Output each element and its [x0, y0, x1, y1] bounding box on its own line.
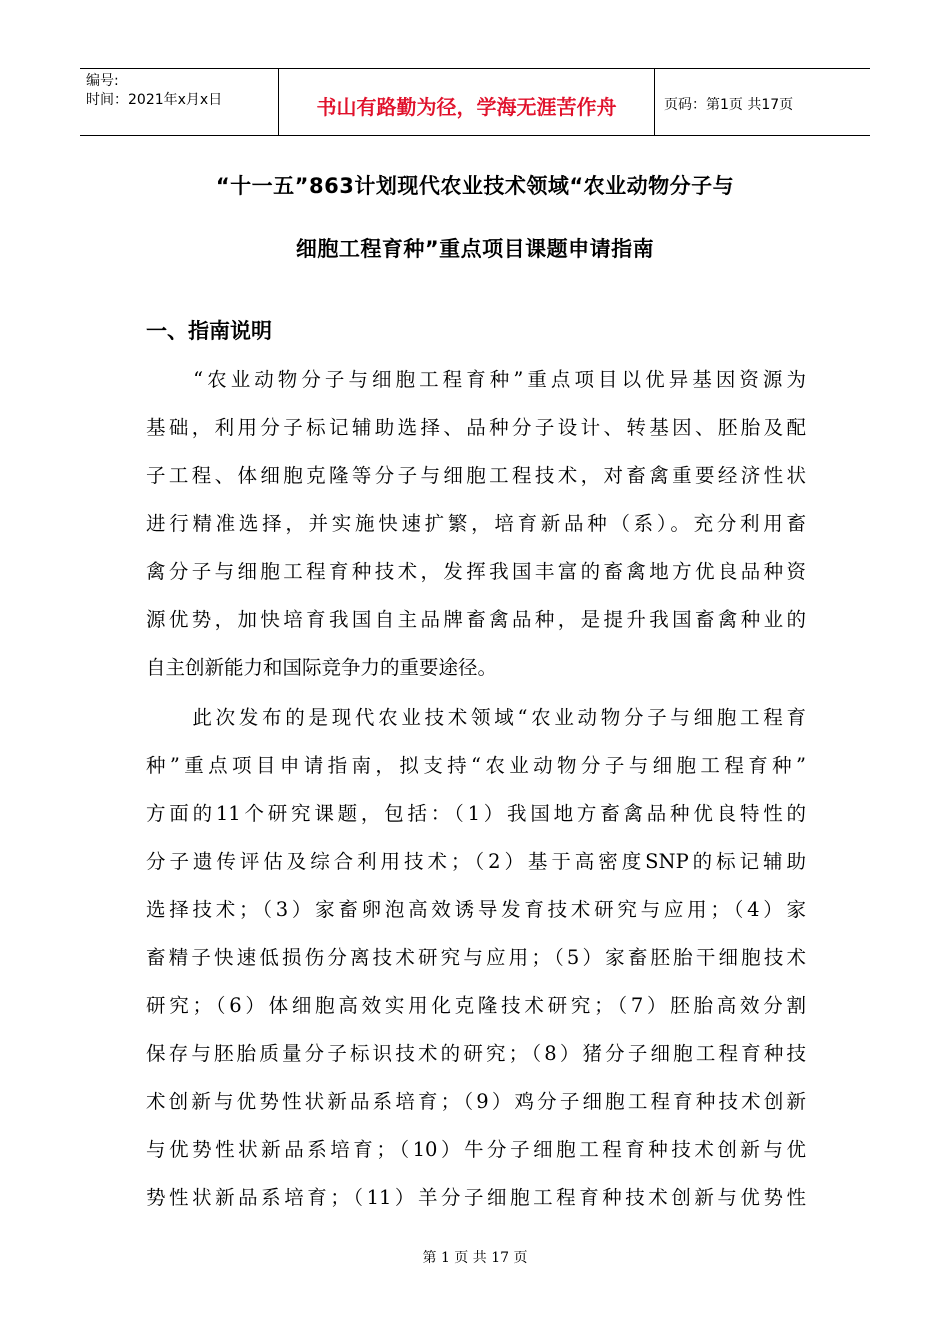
paragraph-2-line: 术创新与优势性状新品系培育；（9）鸡分子细胞工程育种技术创新	[146, 1090, 806, 1113]
header-page-info: 页码：第1页 共17页	[664, 97, 794, 113]
paragraph-2-line: 选择技术；（3）家畜卵泡高效诱导发育技术研究与应用；（4）家	[146, 898, 806, 921]
paragraph-2-line: 与优势性状新品系培育；（10）牛分子细胞工程育种技术创新与优	[146, 1138, 806, 1161]
document-time-label: 时间：2021年x月x日	[86, 92, 223, 108]
paragraph-1-line: 进行精准选择，并实施快速扩繁，培育新品种（系）。充分利用畜	[146, 512, 806, 535]
paragraph-2-line: 种”重点项目申请指南，拟支持“农业动物分子与细胞工程育种”	[146, 754, 806, 777]
header-motto: 书山有路勤为径，学海无涯苦作舟	[279, 69, 655, 135]
paragraph-2-line: 此次发布的是现代农业技术领域“农业动物分子与细胞工程育	[146, 706, 806, 729]
paragraph-1-line: 源优势，加快培育我国自主品牌畜禽品种，是提升我国畜禽种业的	[146, 608, 806, 631]
section-heading: 一、指南说明	[146, 319, 272, 343]
paragraph-2-line: 势性状新品系培育；（11）羊分子细胞工程育种技术创新与优势性	[146, 1186, 806, 1209]
paragraph-1-line: “农业动物分子与细胞工程育种”重点项目以优异基因资源为	[146, 368, 806, 391]
paragraph-1-line: 子工程、体细胞克隆等分子与细胞工程技术，对畜禽重要经济性状	[146, 464, 806, 487]
paragraph-2-line: 保存与胚胎质量分子标识技术的研究；（8）猪分子细胞工程育种技	[146, 1042, 806, 1065]
paragraph-2-line: 分子遗传评估及综合利用技术；（2）基于高密度SNP的标记辅助	[146, 850, 806, 873]
paragraph-1-line: 自主创新能力和国际竞争力的重要途径。	[146, 656, 498, 679]
paragraph-1-line: 基础，利用分子标记辅助选择、品种分子设计、转基因、胚胎及配	[146, 416, 806, 439]
header-meta-cell	[80, 69, 279, 135]
document-title-line-2: 细胞工程育种”重点项目课题申请指南	[295, 237, 655, 261]
paragraph-2-line: 畜精子快速低损伤分离技术研究与应用；（5）家畜胚胎干细胞技术	[146, 946, 806, 969]
document-title-line-1: “十一五”863计划现代农业技术领域“农业动物分子与	[215, 174, 735, 198]
paragraph-2-line: 方面的11个研究课题，包括：（1）我国地方畜禽品种优良特性的	[146, 802, 806, 825]
document-number-label: 编号:	[86, 73, 119, 89]
page-header-table	[80, 68, 870, 136]
page-footer: 第 1 页 共 17 页	[422, 1250, 528, 1266]
paragraph-2-line: 研究；（6）体细胞高效实用化克隆技术研究；（7）胚胎高效分割	[146, 994, 806, 1017]
paragraph-1-line: 禽分子与细胞工程育种技术，发挥我国丰富的畜禽地方优良品种资	[146, 560, 806, 583]
